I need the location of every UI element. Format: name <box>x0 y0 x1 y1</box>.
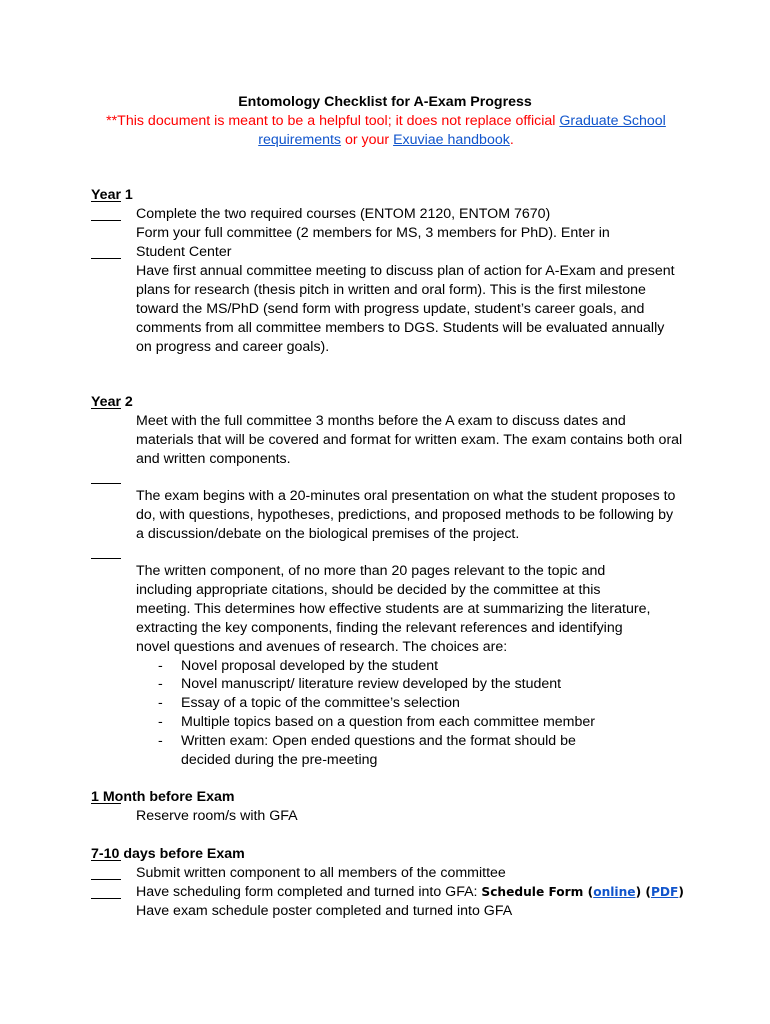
checklist-item <box>91 205 691 224</box>
item-text: Have first annual committee meeting to discuss plan of action for A-Exam and present plans for research (thesis pitch in written and oral form). This is the first milestone toward the MS/PhD (send form with progress update, student’s career goals, and comments from all committee members to DGS. Students will be evaluated annually on progress and career goals). <box>136 263 675 355</box>
schedule-form-label: Schedule Form <box>481 885 584 899</box>
note-prefix: **This document is meant to be a helpful tool; it does not replace official <box>106 113 560 129</box>
checklist-item <box>91 224 691 262</box>
written-component-choices <box>136 657 656 770</box>
item-text: The exam begins with a 20-minutes oral presentation on what the student proposes to do, with questions, hypotheses, predictions, and proposed methods to be following by a discussion/debate on the biological premises of the project. <box>136 488 676 542</box>
item-text: The written component, of no more than 20 pages relevant to the topic and including appropriate citations, should be decided by the committee at this meeting. This determines how effective students are at summarizing the literature, extracting the key components, finding the relevant references and identifying novel questions and avenues of research. The choices are: <box>136 563 651 655</box>
checklist-item: Have scheduling form completed and turned into GFA: Schedule Form (online) (PDF) <box>136 884 684 900</box>
schedule-form-online-link[interactable]: online <box>593 885 636 899</box>
checklist-item <box>91 864 691 883</box>
item-text: Submit written component to all members of the committee <box>136 865 506 881</box>
document-title: Entomology Checklist for A-Exam Progress <box>238 94 532 110</box>
choice-item: - Novel proposal developed by the student <box>136 657 656 676</box>
note-middle: or your <box>341 132 394 148</box>
checklist-item <box>91 562 691 770</box>
item-text: Reserve room/s with GFA <box>136 808 298 824</box>
item-text: Meet with the full committee 3 months before the A exam to discuss dates and materials that will be covered and format for written exam. The exam contains both oral and written components. <box>136 413 683 467</box>
item-text: Have scheduling form completed and turned into GFA: <box>136 884 482 900</box>
checklist-item <box>91 902 691 921</box>
year-2-heading: Year 2 <box>91 394 133 410</box>
item-text: Have exam schedule poster completed and turned into GFA <box>136 903 513 919</box>
checklist-item <box>91 807 691 826</box>
year-1-heading: Year 1 <box>91 187 133 203</box>
item-text: Complete the two required courses (ENTOM 2120, ENTOM 7670) <box>136 206 551 222</box>
exuviae-handbook-link[interactable]: Exuviae handbook <box>393 132 510 148</box>
item-text: Form your full committee (2 members for MS, 3 members for PhD). Enter in Student Center <box>136 225 610 260</box>
choice-item: - Essay of a topic of the committee’s selection <box>136 694 656 713</box>
checklist-item <box>91 487 691 544</box>
checklist-item <box>91 412 691 469</box>
choice-item: - Multiple topics based on a question from each committee member <box>136 713 656 732</box>
choice-item: - Novel manuscript/ literature review developed by the student <box>136 675 656 694</box>
choice-item: - Written exam: Open ended questions and the format should be decided during the pre-meeting <box>136 732 621 770</box>
month-before-heading: 1 Month before Exam <box>91 789 235 805</box>
checklist-item <box>91 262 691 357</box>
schedule-form-pdf-link[interactable]: PDF <box>650 885 679 899</box>
graduate-school-requirements-link[interactable]: Graduate School requirements <box>258 113 666 148</box>
note-suffix: . <box>509 132 514 148</box>
disclaimer-note <box>100 112 672 150</box>
days-before-heading: 7-10 days before Exam <box>91 846 245 862</box>
